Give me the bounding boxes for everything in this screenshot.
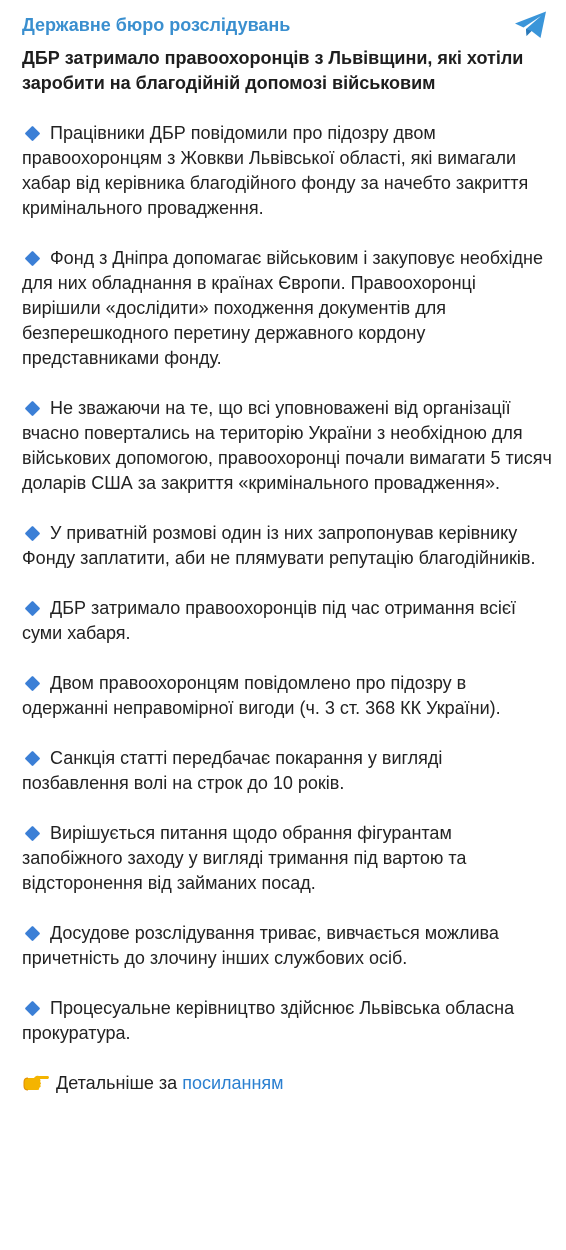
- paragraph: [22, 921, 552, 971]
- blue-diamond-icon: [25, 600, 41, 616]
- paragraph-text: Не зважаючи на те, що всі уповноважені від організації вчасно повертались на територію України з необхідною для військових допомогою, правоохоронці почали вимагати 5 тисяч доларів США за закриття «кримінального провадження».: [22, 398, 552, 493]
- paragraph: [22, 246, 552, 371]
- paragraph: [22, 746, 552, 796]
- paragraph-text: Вирішується питання щодо обрання фігурантам запобіжного заходу у вигляді тримання під вартою та відсторонення від займаних посад.: [22, 823, 467, 893]
- paragraph-text: У приватній розмові один із них запропонував керівнику Фонду заплатити, аби не плямувати репутацію благодійників.: [22, 523, 536, 568]
- pointing-hand-icon: [22, 1074, 50, 1092]
- post-body: [22, 121, 566, 1046]
- paragraph: [22, 671, 552, 721]
- paragraph: [22, 396, 552, 496]
- blue-diamond-icon: [25, 675, 41, 691]
- paragraph-text: Досудове розслідування триває, вивчається можлива причетність до злочину інших службових осіб.: [22, 923, 499, 968]
- blue-diamond-icon: [25, 250, 41, 266]
- blue-diamond-icon: [25, 750, 41, 766]
- paragraph-text: ДБР затримало правоохоронців під час отримання всієї суми хабаря.: [22, 598, 517, 643]
- paragraph: [22, 821, 552, 896]
- paragraph: [22, 596, 552, 646]
- paragraph-text: Санкція статті передбачає покарання у вигляді позбавлення волі на строк до 10 років.: [22, 748, 443, 793]
- footer-text: Детальніше за: [56, 1073, 178, 1093]
- paragraph-text: Фонд з Дніпра допомагає військовим і закуповує необхідне для них обладнання в країнах Європи. Правоохоронці вирішили «дослідити» походження документів для безперешкодного перетину державного кордону представниками фонду.: [22, 248, 543, 368]
- post-footer: [22, 1071, 566, 1096]
- post-title: ДБР затримало правоохоронців з Львівщини, які хотіли заробити на благодійній допомозі військовим: [22, 48, 524, 93]
- blue-diamond-icon: [25, 525, 41, 541]
- paragraph: [22, 121, 552, 221]
- paragraph: [22, 521, 552, 571]
- channel-name[interactable]: Державне бюро розслідувань: [22, 15, 291, 35]
- paragraph: [22, 996, 552, 1046]
- details-link[interactable]: посиланням: [182, 1073, 284, 1093]
- blue-diamond-icon: [25, 1000, 41, 1016]
- paragraph-text: Працівники ДБР повідомили про підозру двом правоохоронцям з Жовкви Львівської області, які вимагали хабар від керівника благодійного фонду за начебто закриття кримінального провадження.: [22, 123, 529, 218]
- blue-diamond-icon: [25, 925, 41, 941]
- blue-diamond-icon: [25, 825, 41, 841]
- paragraph-text: Двом правоохоронцям повідомлено про підозру в одержанні неправомірної вигоди (ч. 3 ст. 368 КК України).: [22, 673, 501, 718]
- blue-diamond-icon: [25, 400, 41, 416]
- telegram-icon[interactable]: [514, 10, 548, 40]
- paragraph-text: Процесуальне керівництво здійснює Львівська обласна прокуратура.: [22, 998, 515, 1043]
- blue-diamond-icon: [25, 125, 41, 141]
